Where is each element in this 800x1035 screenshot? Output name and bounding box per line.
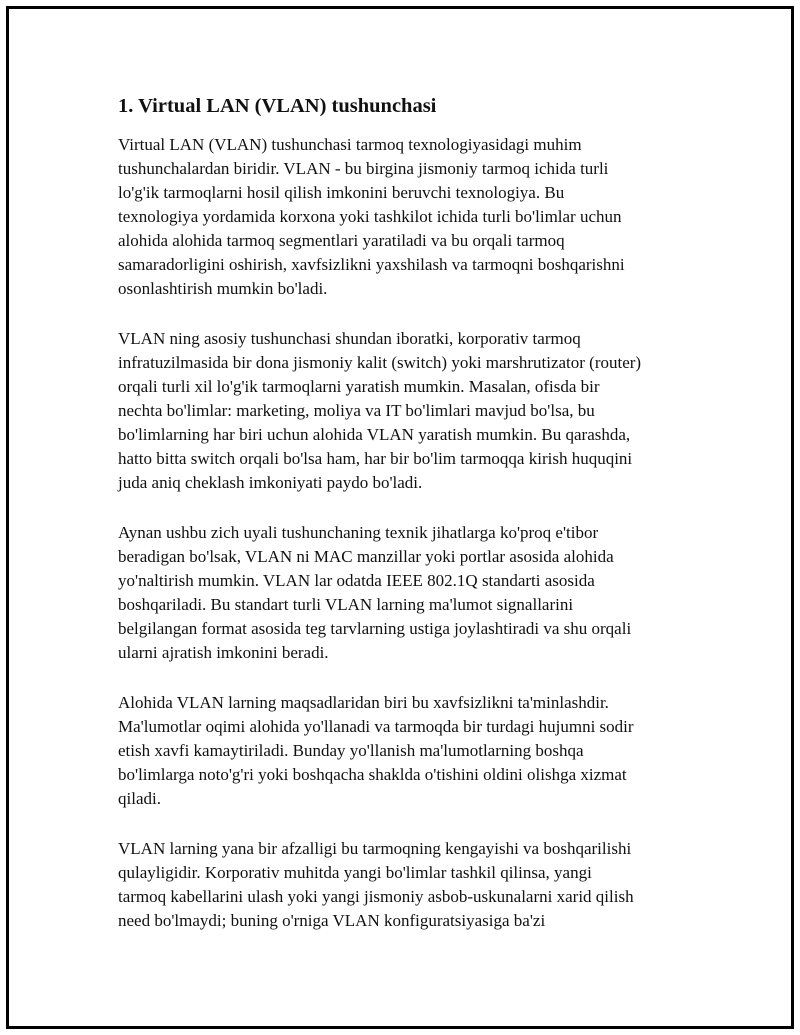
paragraph-1	[118, 133, 698, 301]
text-line: juda aniq cheklash imkoniyati paydo bo'ladi.	[118, 473, 423, 492]
text-line: infratuzilmasida bir dona jismoniy kalit (switch) yoki marshrutizator (router)	[118, 353, 642, 372]
paragraph-3	[118, 521, 698, 665]
text-line: alohida alohida tarmoq segmentlari yaratiladi va bu orqali tarmoq	[118, 231, 565, 250]
paragraph-2	[118, 327, 698, 495]
text-line: osonlashtirish mumkin bo'ladi.	[118, 279, 328, 298]
text-line: Alohida VLAN larning maqsadlaridan biri bu xavfsizlikni ta'minlashdir.	[118, 693, 609, 712]
text-line: lo'g'ik tarmoqlarni hosil qilish imkonini beruvchi texnologiya. Bu	[118, 183, 565, 202]
text-line: tarmoq kabellarini ulash yoki yangi jismoniy asbob-uskunalarni xarid qilish	[118, 887, 634, 906]
text-line: tushunchalardan biridir. VLAN - bu birgina jismoniy tarmoq ichida turli	[118, 159, 609, 178]
text-line: need bo'lmaydi; buning o'rniga VLAN konfiguratsiyasiga ba'zi	[118, 911, 546, 930]
text-line: Aynan ushbu zich uyali tushunchaning texnik jihatlarga ko'proq e'tibor	[118, 523, 599, 542]
paragraph-5	[118, 837, 698, 933]
text-line: hatto bitta switch orqali bo'lsa ham, har bir bo'lim tarmoqqa kirish huquqini	[118, 449, 633, 468]
text-line: ularni ajratish imkonini beradi.	[118, 643, 329, 662]
text-line: yo'naltirish mumkin. VLAN lar odatda IEEE 802.1Q standarti asosida	[118, 571, 595, 590]
text-line: nechta bo'limlar: marketing, moliya va IT bo'limlari mavjud bo'lsa, bu	[118, 401, 595, 420]
text-line: Virtual LAN (VLAN) tushunchasi tarmoq texnologiyasidagi muhim	[118, 135, 582, 154]
text-line: bo'limlarning har biri uchun alohida VLAN yaratish mumkin. Bu qarashda,	[118, 425, 631, 444]
text-line: qulayligidir. Korporativ muhitda yangi bo'limlar tashkil qilinsa, yangi	[118, 863, 592, 882]
text-line: etish xavfi kamaytiriladi. Bunday yo'llanish ma'lumotlarning boshqa	[118, 741, 584, 760]
text-line: orqali turli xil lo'g'ik tarmoqlarni yaratish mumkin. Masalan, ofisda bir	[118, 377, 600, 396]
text-line: VLAN larning yana bir afzalligi bu tarmoqning kengayishi va boshqarilishi	[118, 839, 632, 858]
text-line: samaradorligini oshirish, xavfsizlikni yaxshilash va tarmoqni boshqarishni	[118, 255, 625, 274]
text-line: VLAN ning asosiy tushunchasi shundan iboratki, korporativ tarmoq	[118, 329, 581, 348]
text-line: bo'limlarga noto'g'ri yoki boshqacha shaklda o'tishini oldini olishga xizmat	[118, 765, 627, 784]
document-body	[118, 92, 698, 959]
text-line: texnologiya yordamida korxona yoki tashkilot ichida turli bo'limlar uchun	[118, 207, 622, 226]
text-line: boshqariladi. Bu standart turli VLAN larning ma'lumot signallarini	[118, 595, 574, 614]
paragraph-4	[118, 691, 698, 811]
section-heading: 1. Virtual LAN (VLAN) tushunchasi	[118, 95, 437, 117]
text-line: beradigan bo'lsak, VLAN ni MAC manzillar yoki portlar asosida alohida	[118, 547, 614, 566]
text-line: Ma'lumotlar oqimi alohida yo'llanadi va tarmoqda bir turdagi hujumni sodir	[118, 717, 634, 736]
text-line: belgilangan format asosida teg tarvlarning ustiga joylashtiradi va shu orqali	[118, 619, 632, 638]
text-line: qiladi.	[118, 789, 161, 808]
